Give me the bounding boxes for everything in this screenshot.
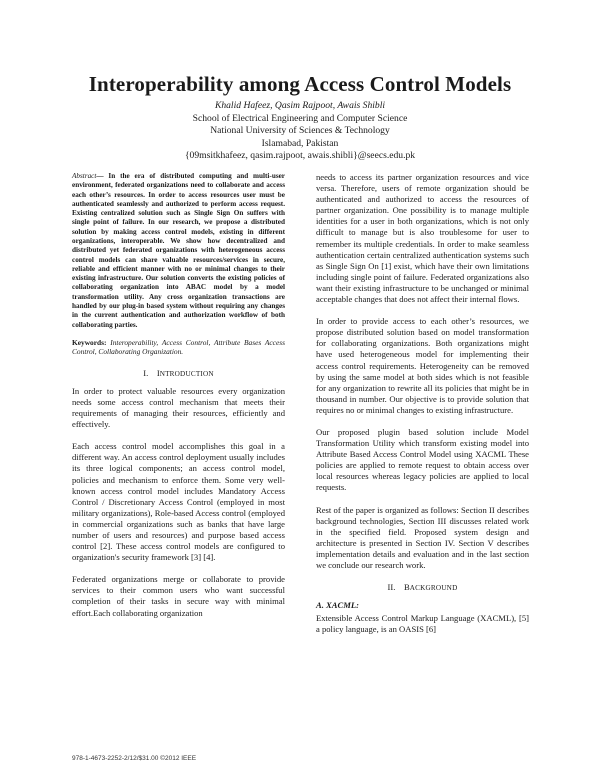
- section-title-rest: ACKGROUND: [409, 584, 458, 593]
- author-school: School of Electrical Engineering and Computer Science: [192, 112, 408, 124]
- paragraph: Federated organizations merge or collaborate to provide services to their common users who want successful completion of their tasks in secure way with minimal effort.Each collaborating organization: [72, 574, 285, 618]
- left-column: [72, 172, 285, 630]
- keywords-label: Keywords:: [72, 337, 107, 347]
- author-university: National University of Sciences & Technology: [210, 125, 390, 136]
- paragraph: Each access control model accomplishes this goal in a different way. An access control deployment usually includes its three logical components; an access control model, policies and mechanism to enforce them. Some very well-known access control model includes Mandatory Access Control / Discretionary Access Control (employed in most military organizations), Role-based Access control (employed in commercial organizations such as banks that have large number of users and resources) and purpose based access control [2]. These access control models are configured to organization's security framework [3] [4].: [72, 441, 285, 563]
- section-heading-background: [316, 582, 529, 594]
- paragraph: Rest of the paper is organized as follows: Section II describes background technologies, Section III discusses related work in the specified field. Proposed system design and architecture is presented in Section IV. Section V describes implementation details and evaluation and in the last section we conclude our research work.: [316, 504, 529, 570]
- section-number: I.: [143, 367, 149, 378]
- right-column: [316, 172, 529, 646]
- paragraph: Our proposed plugin based solution include Model Transformation Utility which transform existing model into Attribute Based Access Control Model using XACML These policies are applied to remote request to obtain access over local resources whereas legacy policies are applied to local requests.: [316, 426, 529, 493]
- keywords: [72, 338, 285, 357]
- section-first-letter: I: [156, 367, 160, 378]
- section-heading-introduction: [72, 368, 285, 380]
- paragraph: Extensible Access Control Markup Language (XACML), [5] a policy language, is an OASIS [6]: [316, 613, 529, 635]
- author-city: Islamabad, Pakistan: [261, 137, 339, 149]
- paragraph: needs to access its partner organization resources and vice versa. Therefore, users of remote organization should be authenticated and authorized to access the resources of partner organization. One possibility is to manage multiple identities for a user in both organizations, which is not only difficult to manage but is also troublesome for user to remember its multiple credentials. In order to make seamless authentication certain centralized authentication systems such as Single Sign On [1] exist, which have their own limitations including single point of failure. Federated organizations also want their existing infrastructure to be unchanged or minimal acceptable changes that does not affect their internal flows.: [316, 172, 529, 305]
- abstract-label: Abstract: [72, 172, 97, 180]
- author-names: Khalid Hafeez, Qasim Rajpoot, Awais Shibli: [214, 100, 386, 111]
- paper-title: Interoperability among Access Control Models: [88, 72, 512, 96]
- abstract-text: In the era of distributed computing and multi-user environment, federated organizations need to collaborate and access each other’s resources. In order to access resources user must be authenticated seamlessly and authorized to perform access request. Existing centralized solution such as Single Sign On suffers with single point of failure. In our research, we propose a distributed solution by making access control models, existing in different organizations, interoperable. We show how decentralized and distributed yet federated organizations with heterogeneous access control models can share valuable resources/services in secure, reliable and efficient manner with no or minimal changes to their existing infrastructure. Our solution converts the existing policies of collaborating organization into ABAC model by a model transformation utility. Any cross organization transactions are handled by our plug-in based system without requiring any changes in the current authentication and authorization workflow of both collaborating parties.: [72, 172, 285, 329]
- section-number: II.: [387, 582, 396, 593]
- section-title-rest: NTRODUCTION: [159, 369, 214, 378]
- author-emails: {09msitkhafeez, qasim.rajpoot, awais.shibli}@seecs.edu.pk: [184, 150, 416, 161]
- paragraph: In order to protect valuable resources every organization needs some access control mechanism that meets their requirements of managing their resources, efficiently and effectively.: [72, 385, 285, 430]
- author-block: [0, 100, 600, 163]
- abstract: [72, 172, 285, 330]
- subsection-heading-xacml: A. XACML:: [316, 600, 359, 611]
- copyright-footer: 978-1-4673-2252-2/12/$31.00 ©2012 IEEE: [72, 755, 197, 762]
- abstract-dash: —: [96, 172, 104, 180]
- section-first-letter: B: [404, 582, 410, 593]
- keywords-text: Interoperability, Access Control, Attribute Bases Access Control, Collaborating Organization.: [72, 337, 285, 357]
- paragraph: In order to provide access to each other’s resources, we propose distributed solution based on model transformation for collaborating organizations. Both organizations might have used heterogeneous model for implementing their access control requirements. Heterogeneity can be removed by using the same model at both sides which is not feasible for any organization to rewrite all its policies that might be in thousand in number. Our objective is to provide solution that requires no or minimal changes to existing infrastructure.: [316, 316, 529, 415]
